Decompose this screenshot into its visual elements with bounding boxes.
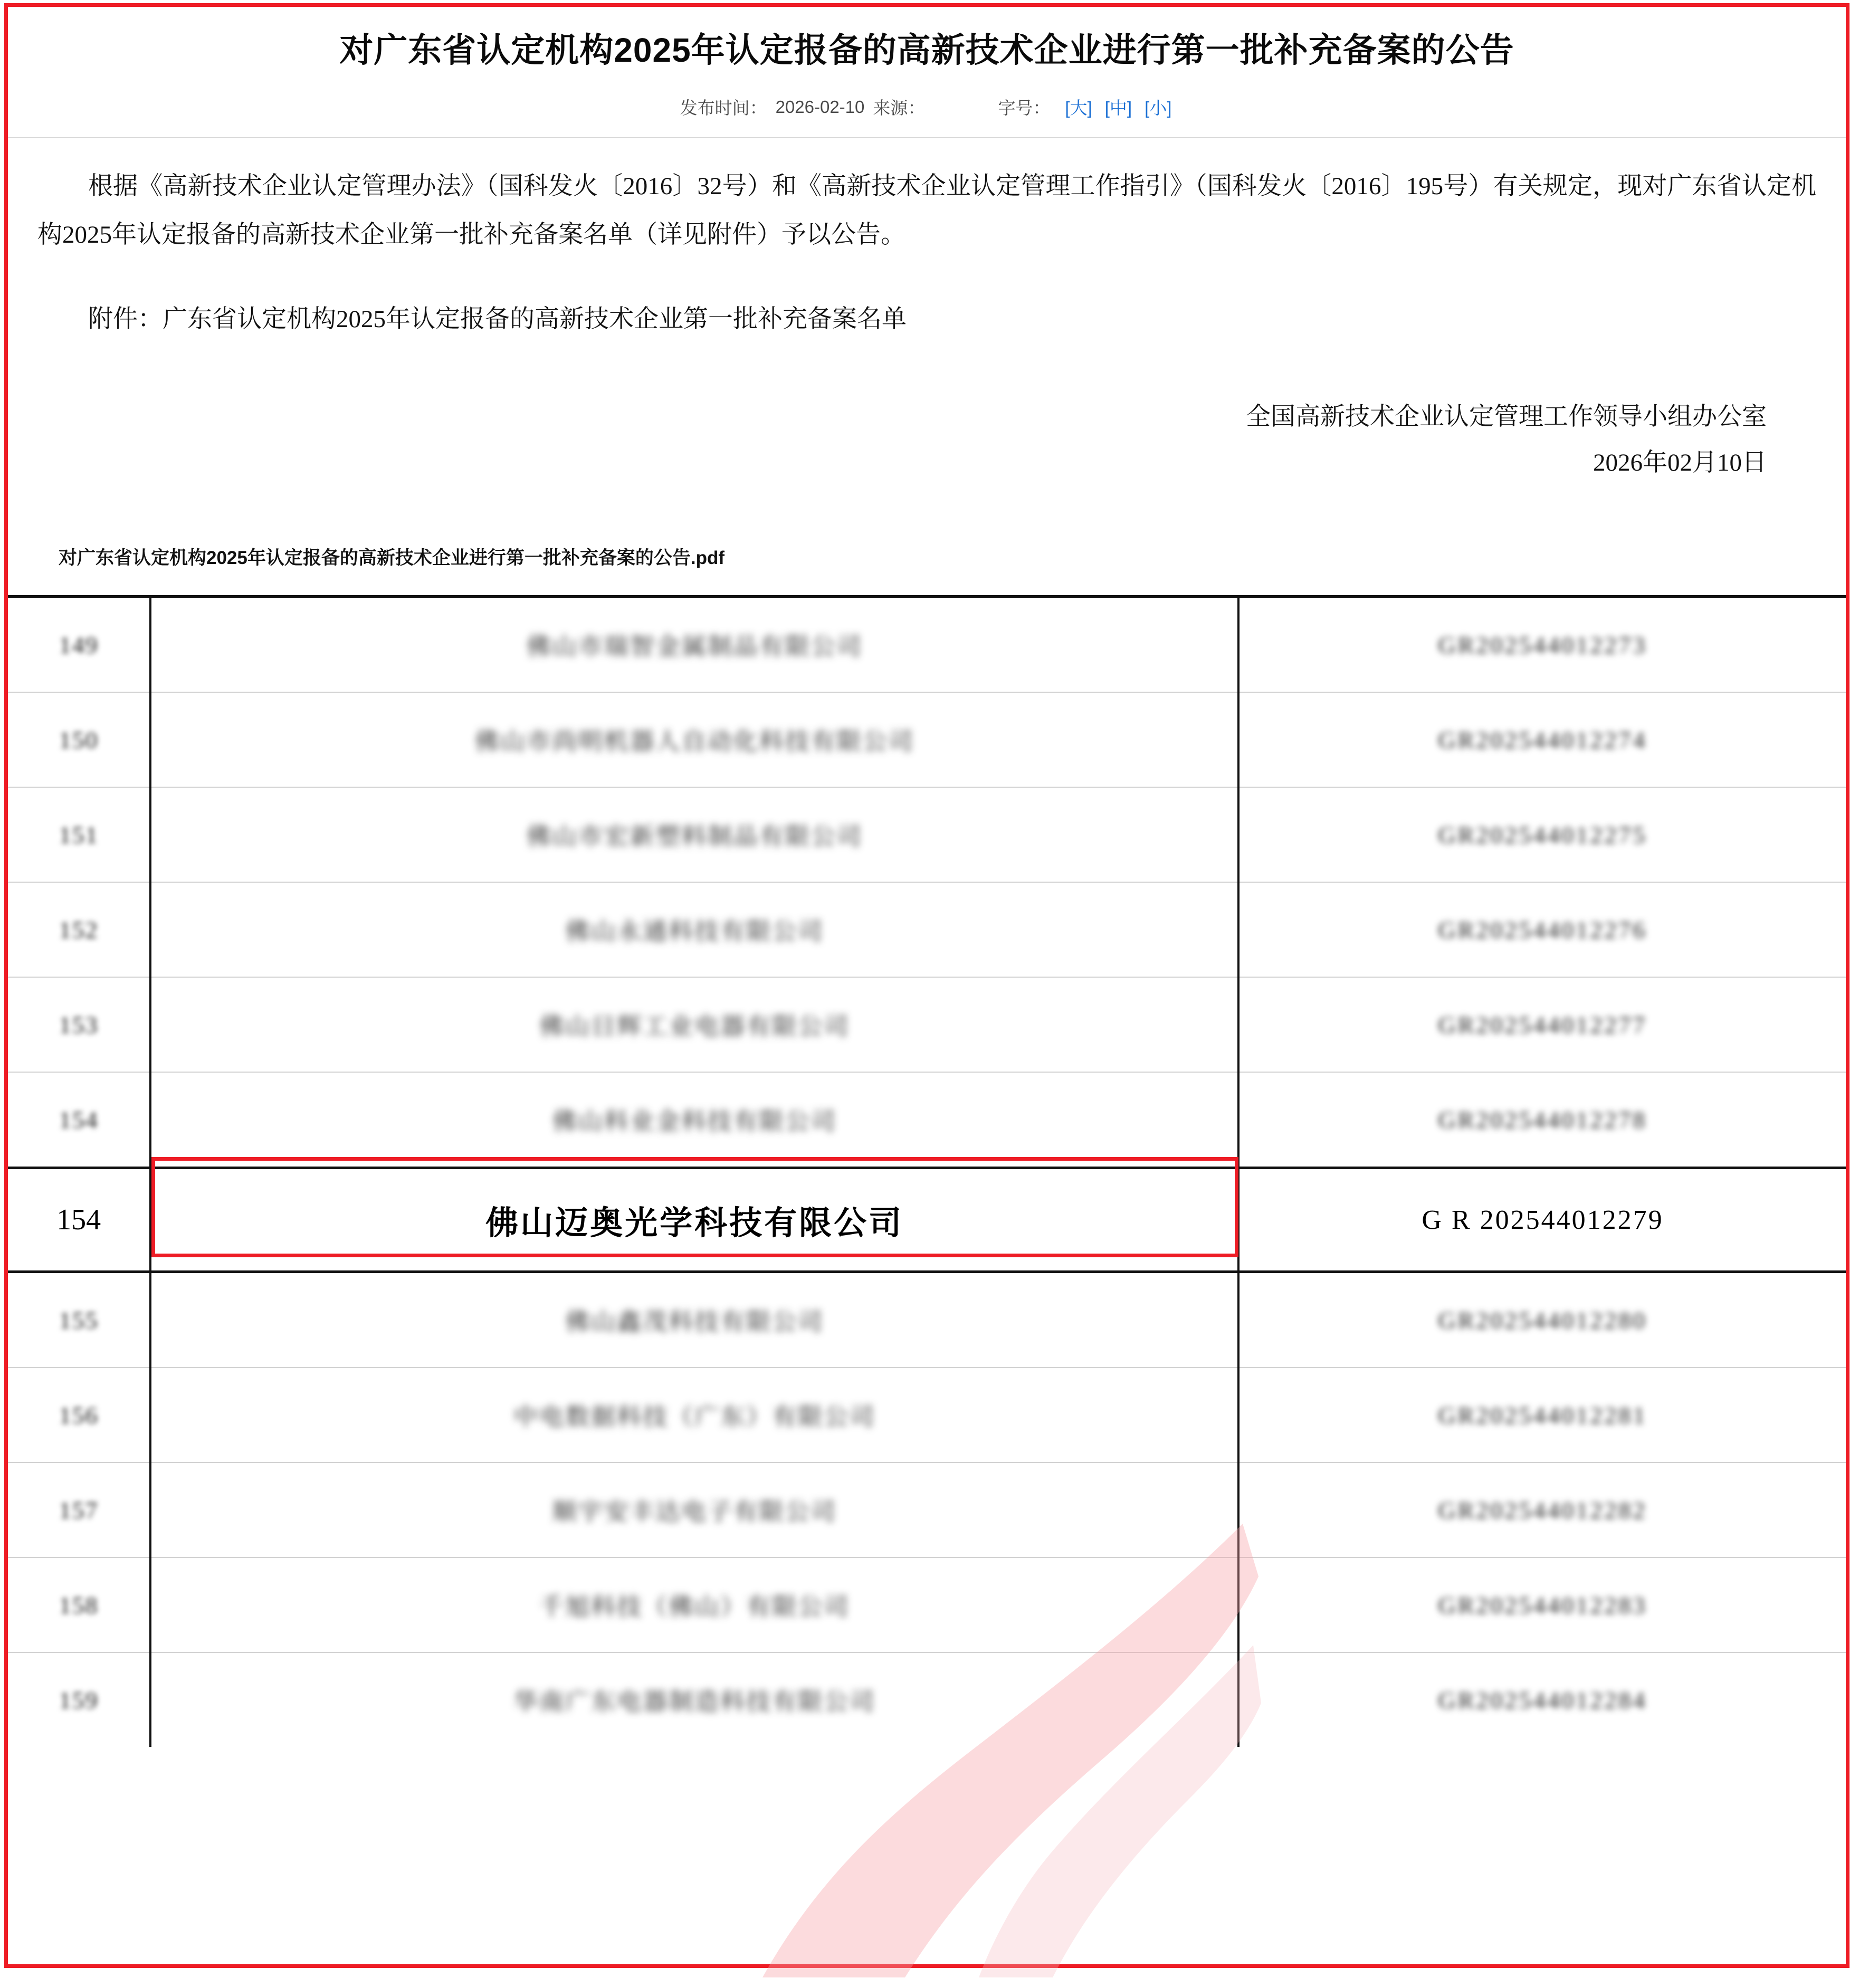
notice-body (8, 138, 1846, 259)
row-company-name: 佛山市宏新塑料制品有限公司 (150, 787, 1238, 882)
row-company-name: 佛山市尚明机器人自动化科技有限公司 (150, 692, 1238, 787)
row-company-name: 佛山永通科技有限公司 (150, 882, 1238, 977)
row-company-name: 佛山鑫茂科技有限公司 (150, 1272, 1238, 1368)
row-certificate-code: GR202544012282 (1238, 1463, 1846, 1557)
row-number: 149 (8, 598, 150, 692)
table-row (8, 1272, 1846, 1368)
row-number: 154 (8, 1072, 150, 1168)
row-company-name: 华南广东电器制造科技有限公司 (150, 1652, 1238, 1747)
row-company-name: 顺宇安丰达电子有限公司 (150, 1463, 1238, 1557)
row-company-name: 中电数据科技（广东）有限公司 (150, 1368, 1238, 1463)
table-row (8, 1368, 1846, 1463)
row-certificate-code: GR202544012273 (1238, 598, 1846, 692)
row-number: 155 (8, 1272, 150, 1368)
row-company-name: 千旭科技（佛山）有限公司 (150, 1557, 1238, 1652)
row-company-name: 佛山市瑞智金属制品有限公司 (150, 598, 1238, 692)
company-listing-table-wrap (8, 595, 1846, 1747)
font-size-label: 字号： (998, 98, 1051, 118)
row-certificate-code: GR202544012274 (1238, 692, 1846, 787)
table-row (8, 598, 1846, 692)
table-row (8, 787, 1846, 882)
row-number: 157 (8, 1463, 150, 1557)
table-body (8, 598, 1846, 1747)
table-row (8, 692, 1846, 787)
attachment-line: 附件：广东省认定机构2025年认定报备的高新技术企业第一批补充备案名单 (88, 305, 907, 333)
font-size-large-button[interactable]: [大] (1065, 98, 1092, 118)
row-number: 152 (8, 882, 150, 977)
signer-name: 全国高新技术企业认定管理工作领导小组办公室 (1246, 403, 1767, 431)
row-certificate-code: GR202544012280 (1238, 1272, 1846, 1368)
table-row (8, 1072, 1846, 1168)
row-certificate-code: GR202544012284 (1438, 1686, 1647, 1714)
notice-meta-row (8, 94, 1846, 119)
row-number: 156 (8, 1368, 150, 1463)
pdf-attachment-link[interactable]: 对广东省认定机构2025年认定报备的高新技术企业进行第一批补充备案的公告.pdf (59, 548, 725, 569)
table-row (8, 1463, 1846, 1557)
font-size-small-button[interactable]: [小] (1145, 98, 1172, 118)
row-company-name: 佛山日辉工业电器有限公司 (150, 977, 1238, 1072)
row-certificate-code: GR202544012276 (1238, 882, 1846, 977)
row-certificate-code: GR202544012277 (1238, 977, 1846, 1072)
page-title: 对广东省认定机构2025年认定报备的高新技术企业进行第一批补充备案的公告 (339, 31, 1514, 69)
announcement-section (8, 7, 1846, 570)
table-row-highlighted (8, 1168, 1846, 1272)
publish-time-label: 发布时间： (680, 98, 767, 118)
row-certificate-code: GR202544012275 (1238, 787, 1846, 882)
table-row (8, 977, 1846, 1072)
row-number: 153 (8, 977, 150, 1072)
font-size-medium-button[interactable]: [中] (1104, 98, 1132, 118)
table-row (8, 1652, 1846, 1747)
row-certificate-code: GR202544012281 (1238, 1368, 1846, 1463)
row-number: 150 (8, 692, 150, 787)
row-company-name: 佛山迈奥光学科技有限公司 (150, 1168, 1238, 1272)
row-company-name: 佛山科业金科技有限公司 (150, 1072, 1238, 1168)
row-number: 151 (8, 787, 150, 882)
row-number: 158 (8, 1557, 150, 1652)
signature-block (8, 343, 1846, 486)
notice-paragraph-1: 根据《高新技术企业认定管理办法》（国科发火〔2016〕32号）和《高新技术企业认定管理工作指引》（国科发火〔2016〕195号）有关规定，现对广东省认定机构2025年认定报备的高新技术企业第一批补充备案名单（详见附件）予以公告。 (37, 173, 1816, 248)
row-certificate-code: GR202544012278 (1238, 1072, 1846, 1168)
row-number: 159 (8, 1652, 150, 1747)
source-label: 来源： (873, 98, 926, 118)
publish-date: 2026-02-10 (775, 97, 865, 117)
table-row (8, 882, 1846, 977)
row-certificate-code: G R 202544012279 (1238, 1168, 1846, 1272)
company-listing-table (8, 598, 1846, 1747)
signature-date: 2026年02月10日 (1593, 448, 1767, 476)
table-row (8, 1557, 1846, 1652)
row-certificate-code: GR202544012283 (1238, 1557, 1846, 1652)
row-number: 154 (8, 1168, 150, 1272)
document-page (4, 3, 1850, 1968)
